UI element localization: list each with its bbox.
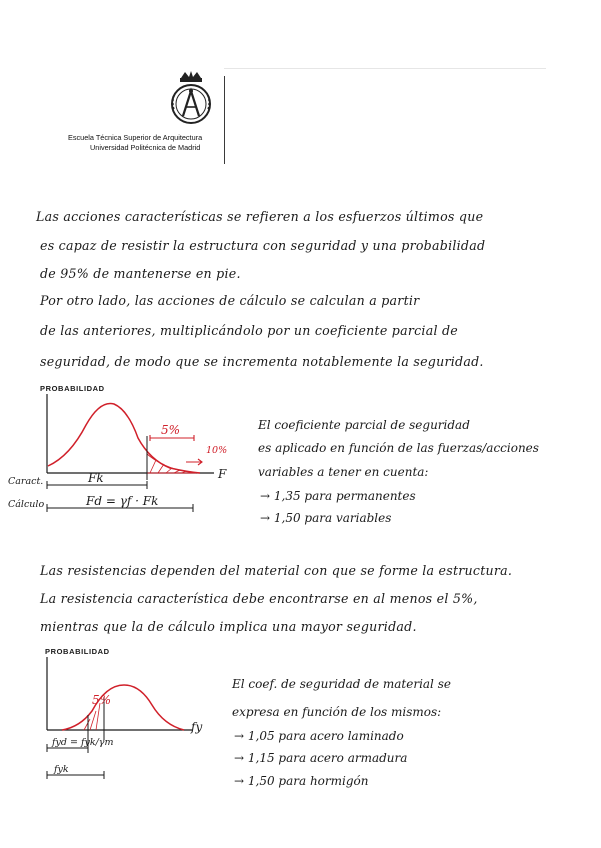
- sec1-line-4: Por otro lado, las acciones de cálculo se calculan a partir: [40, 293, 420, 308]
- graph2-xlabel: fy: [191, 720, 203, 734]
- note2-line-1: El coef. de seguridad de material se: [232, 677, 451, 691]
- note2-item-3: → 1,50 para hormigón: [234, 774, 369, 788]
- graph1-pct-main: 5%: [161, 423, 181, 437]
- university-name: Universidad Politécnica de Madrid: [90, 143, 201, 152]
- graph2-curve: [62, 685, 184, 730]
- note1-item-2: → 1,50 para variables: [260, 511, 392, 525]
- etsam-crest-icon: [163, 69, 219, 127]
- note2-item-2: → 1,15 para acero armadura: [234, 751, 408, 765]
- sec1-line-1: Las acciones características se refieren a los esfuerzos últimos que: [36, 209, 484, 224]
- header-rule: [224, 68, 546, 69]
- graph2-plot: [0, 645, 210, 790]
- note2-item-1: → 1,05 para acero laminado: [234, 729, 404, 743]
- graph1-row2-label: Cálculo: [8, 499, 45, 510]
- sec1-line-6: seguridad, de modo que se incrementa notablemente la seguridad.: [40, 354, 484, 369]
- note1-line-3: variables a tener en cuenta:: [258, 465, 429, 479]
- sec1-line-2: es capaz de resistir la estructura con seguridad y una probabilidad: [40, 238, 486, 253]
- sec1-line-3: de 95% de mantenerse en pie.: [40, 266, 241, 281]
- note1-item-1: → 1,35 para permanentes: [260, 489, 416, 503]
- graph2-pct: 5%: [92, 693, 112, 707]
- graph2-row1-value: fyd = fyk/γm: [52, 737, 114, 748]
- school-name: Escuela Técnica Superior de Arquitectura: [68, 133, 203, 142]
- graph2-ylabel: PROBABILIDAD: [45, 647, 110, 656]
- sec2-line-2: La resistencia característica debe encontrarse en al menos el 5%,: [40, 591, 478, 606]
- graph1-row1-label: Caract.: [8, 476, 44, 487]
- graph1-xlabel: F: [218, 467, 227, 481]
- sec2-line-1: Las resistencias dependen del material con que se forme la estructura.: [40, 563, 513, 578]
- sec1-line-5: de las anteriores, multiplicándolo por un coeficiente parcial de: [40, 323, 458, 338]
- note2-line-2: expresa en función de los mismos:: [232, 705, 442, 719]
- graph1-ylabel: PROBABILIDAD: [40, 384, 105, 393]
- note1-line-1: El coeficiente parcial de seguridad: [258, 418, 470, 432]
- note1-line-2: es aplicado en función de las fuerzas/acciones: [258, 441, 539, 455]
- header-divider: [224, 76, 225, 164]
- sec2-line-3: mientras que la de cálculo implica una mayor seguridad.: [40, 619, 417, 634]
- graph1-row1-value: Fk: [88, 471, 104, 485]
- graph2-row2-value: fyk: [54, 764, 69, 775]
- graph1-pct-small: 10%: [206, 445, 228, 456]
- graph1-row2-value: Fd = γf · Fk: [86, 494, 159, 508]
